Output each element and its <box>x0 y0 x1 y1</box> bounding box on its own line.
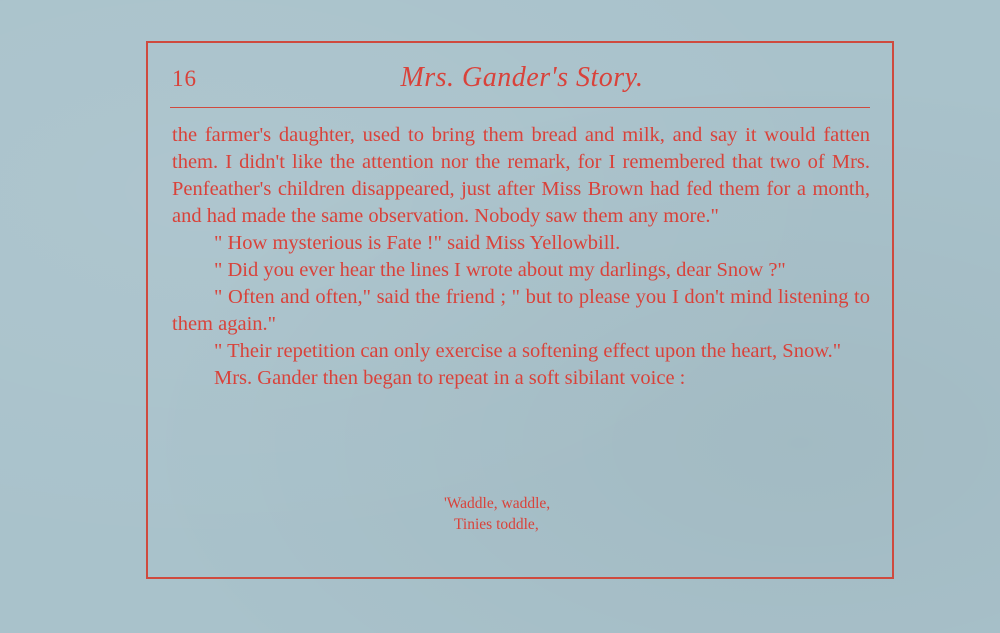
verse-line: 'Waddle, waddle, <box>444 495 551 512</box>
verse-line: Tinies toddle, <box>454 516 539 533</box>
paragraph: " How mysterious is Fate !" said Miss Yellowbill. <box>214 232 621 254</box>
verse-block <box>440 493 550 535</box>
paragraph: the farmer's daughter, used to bring them bread and milk, and say it would fatten them. I didn't like the attention nor the remark, for I remembered that two of Mrs. Penfeather's children disappeared, just after Miss Brown had fed them for a month, and had made the same observation. Nobody saw them any more." <box>172 124 870 227</box>
paragraph: " Did you ever hear the lines I wrote about my darlings, dear Snow ?" <box>214 259 786 281</box>
body-text <box>172 122 870 392</box>
page-number: 16 <box>172 66 197 91</box>
paragraph: " Their repetition can only exercise a softening effect upon the heart, Snow." <box>214 340 842 362</box>
page-header <box>172 62 872 102</box>
running-title: Mrs. Gander's Story. <box>400 62 644 93</box>
header-rule <box>170 107 870 108</box>
paragraph: Mrs. Gander then began to repeat in a soft sibilant voice : <box>214 367 686 389</box>
paragraph: " Often and often," said the friend ; " but to please you I don't mind listening to them again." <box>172 286 870 335</box>
